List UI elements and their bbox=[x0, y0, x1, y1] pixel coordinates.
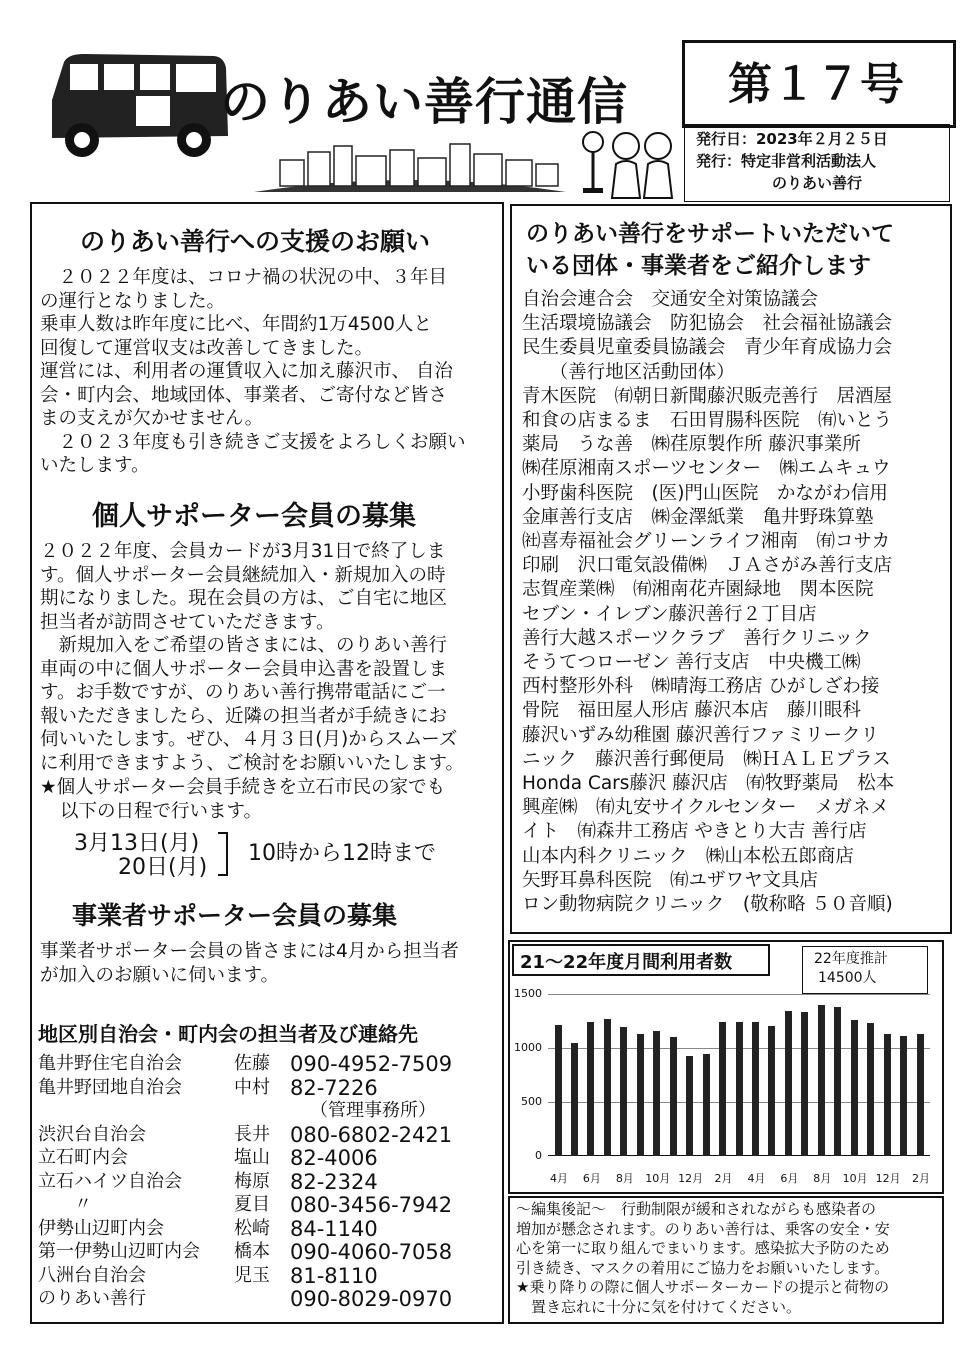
bus-illustration bbox=[44, 40, 234, 165]
contact-org: 亀井野住宅自治会 bbox=[38, 1053, 182, 1074]
contact-phone: 82-7226 bbox=[290, 1075, 378, 1100]
contact-phone: 080-3456-7942 bbox=[290, 1193, 453, 1217]
editor-note-line: ★乗り降りの際に個人サポーターカードの提示と荷物の bbox=[516, 1278, 890, 1296]
town-illustration bbox=[250, 138, 570, 194]
individual-line: に利用できますよう、ご検討をお願いいたします。 bbox=[40, 752, 465, 774]
y-tick-label: 1500 bbox=[514, 987, 542, 1000]
x-tick-label: 2月 bbox=[714, 1172, 733, 1185]
contact-phone: 090-4060-7058 bbox=[290, 1240, 453, 1264]
supporter-line: 善行大越スポーツクラブ 善行クリニック bbox=[522, 627, 872, 649]
contact-row bbox=[38, 1099, 488, 1123]
contact-org: 亀井野団地自治会 bbox=[38, 1076, 182, 1098]
bar bbox=[719, 1022, 726, 1156]
support-line: 運営には、利用者の運賃収入に加え藤沢市、 自治 bbox=[40, 361, 453, 382]
contact-org: 伊勢山辺町内会 bbox=[38, 1217, 164, 1239]
bar bbox=[736, 1022, 743, 1156]
individual-line: 車両の中に個人サポーター会員申込書を設置しま bbox=[40, 658, 448, 680]
bar bbox=[785, 1011, 792, 1156]
individual-line: ２０２２年度、会員カードが3月31日で終了しま bbox=[40, 541, 446, 562]
contact-row bbox=[38, 1170, 488, 1194]
bar bbox=[884, 1034, 891, 1156]
y-tick-label: 1000 bbox=[514, 1041, 542, 1054]
contact-org: 八洲台自治会 bbox=[38, 1264, 146, 1286]
supporter-line: ㈱荏原湘南スポーツセンター ㈱エムキュウ bbox=[522, 458, 891, 480]
support-body bbox=[40, 266, 466, 478]
publisher-name: のりあい善行 bbox=[772, 174, 863, 192]
x-tick-label: 10月 bbox=[645, 1172, 671, 1185]
contact-row bbox=[38, 1287, 488, 1311]
business-heading: 事業者サポーター会員の募集 bbox=[72, 901, 398, 930]
supporter-line: 骨院 福田屋人形店 藤沢本店 藤川眼科 bbox=[522, 700, 861, 722]
individual-line: す。個人サポーター会員継続加入・新規加入の時 bbox=[40, 564, 446, 586]
schedule-note-line: 以下の日程で行います。 bbox=[60, 800, 263, 822]
contact-row bbox=[38, 1264, 488, 1288]
x-tick-label: 8月 bbox=[813, 1172, 832, 1185]
chart-title: 21～22年度月間利用者数 bbox=[520, 952, 733, 973]
bar bbox=[555, 1025, 562, 1156]
bar bbox=[637, 1034, 644, 1156]
contact-person: 佐藤 bbox=[234, 1053, 270, 1074]
supporters-list bbox=[522, 288, 894, 917]
contact-row bbox=[38, 1052, 488, 1076]
support-line: の運行となりました。 bbox=[40, 290, 226, 312]
contact-org: 渋沢台自治会 bbox=[38, 1123, 146, 1145]
publication-info bbox=[696, 128, 888, 194]
supporter-line: そうてつローゼン 善行支店 中央機工㈱ bbox=[522, 652, 861, 674]
schedule-date-1: 3月13日(月) bbox=[74, 831, 200, 856]
bar bbox=[604, 1019, 611, 1156]
supporter-line: イト ㈲森井工務店 やきとり大吉 善行店 bbox=[522, 821, 867, 843]
supporter-line: 印刷 沢口電気設備㈱ ＪＡさがみ善行支店 bbox=[522, 555, 893, 577]
editor-note-line: 引き続き、マスクの着用にご協力をお願いいたします。 bbox=[516, 1258, 890, 1277]
supporter-line: 民生委員児童委員協議会 青少年育成協力会 bbox=[522, 337, 893, 359]
x-tick-label: 4月 bbox=[550, 1172, 568, 1185]
contact-phone: （管理事務所） bbox=[310, 1100, 436, 1121]
support-line: ２０２２年度は、コロナ禍の状況の中、３年目 bbox=[40, 267, 448, 288]
bar bbox=[867, 1023, 874, 1156]
support-line: まの支えが欠かせません。 bbox=[40, 408, 264, 429]
individual-line: 期になりました。現在会員の方は、ご自宅に地区 bbox=[40, 588, 448, 609]
newsletter-title: のりあい善行通信 bbox=[220, 73, 628, 131]
support-line: いたします。 bbox=[40, 455, 150, 476]
supporter-line: ロン動物病院クリニック (敬称略 ５０音順) bbox=[522, 894, 893, 916]
supporter-line: 藤沢いずみ幼稚園 藤沢善行ファミリークリ bbox=[522, 724, 880, 746]
issue-number: 第１７号 bbox=[728, 59, 904, 110]
contacts-table bbox=[38, 1052, 488, 1311]
bar bbox=[752, 1022, 759, 1156]
x-tick-label: 6月 bbox=[582, 1172, 601, 1185]
chart-annotation bbox=[814, 950, 888, 988]
contact-org: 立石町内会 bbox=[38, 1147, 128, 1168]
individual-line: す。お手数ですが、のりあい善行携帯電話にご一 bbox=[40, 682, 446, 703]
supporter-line: 自治会連合会 交通安全対策協議会 bbox=[522, 289, 819, 310]
contact-person: 橋本 bbox=[234, 1241, 270, 1262]
supporters-heading bbox=[526, 218, 894, 282]
contact-phone: 090-8029-0970 bbox=[290, 1287, 453, 1311]
bar bbox=[686, 1056, 693, 1156]
contact-person: 長井 bbox=[234, 1123, 270, 1145]
x-tick-label: 8月 bbox=[615, 1172, 634, 1185]
contact-phone: 82-4006 bbox=[290, 1146, 378, 1170]
contacts-heading: 地区別自治会・町内会の担当者及び連絡先 bbox=[38, 1022, 418, 1046]
business-line: 事業者サポーター会員の皆さまには4月から担当者 bbox=[40, 941, 459, 962]
contact-org: のりあい善行 bbox=[38, 1288, 146, 1309]
contact-person: 夏目 bbox=[234, 1194, 270, 1215]
contact-row bbox=[38, 1217, 488, 1241]
support-line: 回復して運営収支は改善してきました。 bbox=[40, 337, 374, 359]
elderly-couple-illustration bbox=[606, 126, 678, 200]
supporter-line: 西村整形外科 ㈱晴海工務店 ひがしざわ接 bbox=[522, 676, 880, 698]
chart-plot bbox=[548, 994, 930, 1156]
bar bbox=[917, 1034, 924, 1156]
supporter-line: セブン・イレブン藤沢善行２丁目店 bbox=[522, 603, 817, 625]
supporter-line: 和食の店まるま 石田胃腸科医院 ㈲いとう bbox=[522, 410, 893, 432]
supporters-heading-line: のりあい善行をサポートいただいて bbox=[526, 221, 894, 247]
bar bbox=[768, 1026, 775, 1156]
contact-org: 第一伊勢山辺町内会 bbox=[38, 1241, 200, 1262]
supporter-line: 興産㈱ ㈲丸安サイクルセンター メガネメ bbox=[522, 797, 890, 819]
bar bbox=[834, 1007, 841, 1156]
bar bbox=[620, 1027, 627, 1156]
business-line: が加入のお願いに伺います。 bbox=[40, 964, 280, 986]
schedule-note bbox=[40, 776, 445, 823]
supporter-line: ㈳喜寿福祉会グリーンライフ湘南 ㈲コサカ bbox=[522, 531, 891, 553]
contact-row bbox=[38, 1193, 488, 1217]
supporter-line: 矢野耳鼻科医院 ㈲ユザワヤ文具店 bbox=[522, 869, 819, 891]
bar bbox=[653, 1031, 660, 1156]
publisher-line: 発行：特定非営利活動法人 bbox=[696, 152, 877, 170]
editor-note-line: 増加が懸念されます。のりあい善行は、乗客の安全・安 bbox=[516, 1219, 890, 1238]
support-heading: のりあい善行への支援のお願い bbox=[80, 227, 431, 256]
contact-org: 〃 bbox=[74, 1194, 92, 1215]
individual-line: 新規加入をご希望の皆さまには、のりあい善行 bbox=[40, 635, 448, 656]
contact-row bbox=[38, 1123, 488, 1147]
supporter-line: 小野歯科医院 (医)門山医院 かながわ信用 bbox=[522, 482, 888, 504]
contact-org: 立石ハイツ自治会 bbox=[38, 1170, 182, 1192]
bar bbox=[670, 1037, 677, 1156]
contact-person: 梅原 bbox=[234, 1170, 270, 1192]
contact-person: 児玉 bbox=[234, 1264, 270, 1286]
x-tick-label: 12月 bbox=[678, 1172, 704, 1185]
supporter-line: 生活環境協議会 防犯協会 社会福祉協議会 bbox=[522, 313, 893, 335]
contact-row bbox=[38, 1146, 488, 1170]
x-tick-label: 10月 bbox=[842, 1172, 868, 1185]
schedule-date-2: 20日(月) bbox=[118, 855, 208, 880]
contact-row bbox=[38, 1240, 488, 1264]
x-tick-labels bbox=[548, 1170, 930, 1186]
bar bbox=[801, 1012, 808, 1156]
editor-note-line: ～編集後記～ 行動制限が緩和されながらも感染者の bbox=[516, 1200, 877, 1218]
x-tick-label: 4月 bbox=[747, 1172, 766, 1185]
supporter-line: 薬局 うな善 ㈱荏原製作所 藤沢事業所 bbox=[522, 434, 861, 456]
bar bbox=[587, 1022, 594, 1156]
bar bbox=[900, 1036, 907, 1156]
x-tick-label: 12月 bbox=[875, 1172, 901, 1185]
contact-person: 松崎 bbox=[234, 1217, 270, 1239]
editor-note-line: 置き忘れに十分に気を付けてください。 bbox=[516, 1297, 802, 1316]
individual-line: 担当者が訪問させていただきます。 bbox=[40, 611, 335, 633]
support-line: ２０２３年度も引き続きご支援をよろしくお願い bbox=[40, 431, 466, 453]
supporter-line: 山本内科クリニック ㈱山本松五郎商店 bbox=[522, 845, 854, 867]
business-body bbox=[40, 940, 459, 987]
bar bbox=[851, 1020, 858, 1156]
schedule-bracket bbox=[218, 832, 228, 876]
chart-annotation-line: 14500人 bbox=[818, 970, 877, 986]
bar bbox=[703, 1054, 710, 1156]
y-tick-label: 500 bbox=[521, 1095, 542, 1108]
individual-body bbox=[40, 540, 464, 775]
individual-line: 報いただきましたら、近隣の担当者が手続きにお bbox=[40, 705, 448, 727]
contact-phone: 080-6802-2421 bbox=[290, 1122, 453, 1147]
supporter-line: 志賀産業㈱ ㈲湘南花卉園緑地 関本医院 bbox=[522, 579, 874, 601]
individual-heading: 個人サポーター会員の募集 bbox=[92, 501, 416, 532]
chart-annotation-line: 22年度推計 bbox=[814, 951, 888, 967]
editor-note bbox=[516, 1200, 890, 1317]
bar bbox=[818, 1005, 825, 1156]
x-tick-label: 2月 bbox=[912, 1172, 930, 1185]
contact-row bbox=[38, 1076, 488, 1100]
bus-stop-icon bbox=[578, 130, 608, 196]
y-tick-label: 0 bbox=[535, 1149, 542, 1162]
support-line: 乗車人数は昨年度に比べ、年間約1万4500人と bbox=[40, 314, 432, 335]
contact-phone: 090-4952-7509 bbox=[290, 1052, 453, 1076]
publish-date: 発行日：2023年２月２５日 bbox=[696, 130, 888, 148]
contact-person: 中村 bbox=[234, 1076, 270, 1098]
gridline bbox=[548, 994, 930, 995]
schedule-time: 10時から12時まで bbox=[248, 841, 436, 866]
individual-line: 伺いいたします。ぜひ、４月３日(月)からスムーズ bbox=[40, 729, 458, 750]
editor-note-line: 心を第一に取り組んでまいります。感染拡大予防のため bbox=[516, 1239, 890, 1257]
schedule-note-line: ★個人サポーター会員手続きを立石市民の家でも bbox=[40, 777, 446, 798]
supporter-line: Honda Cars藤沢 藤沢店 ㈲牧野薬局 松本 bbox=[522, 773, 895, 795]
supporter-line: 金庫善行支店 ㈱金澤紙業 亀井野珠算塾 bbox=[522, 506, 874, 528]
contact-phone: 84-1140 bbox=[290, 1216, 378, 1241]
contact-phone: 82-2324 bbox=[290, 1169, 378, 1194]
supporters-heading-line: いる団体・事業者をご紹介します bbox=[526, 253, 871, 279]
supporter-line: 青木医院 ㈲朝日新聞藤沢販売善行 居酒屋 bbox=[522, 385, 893, 407]
supporter-line: ニック 藤沢善行郵便局 ㈱ＨＡＬＥプラス bbox=[522, 748, 891, 770]
support-line: 会・町内会、地域団体、事業者、ご寄付など皆さ bbox=[40, 384, 448, 406]
supporter-line: （善行地区活動団体） bbox=[522, 361, 735, 383]
contact-phone: 81-8110 bbox=[290, 1263, 378, 1288]
x-tick-label: 6月 bbox=[780, 1172, 799, 1185]
bar bbox=[571, 1043, 578, 1156]
contact-person: 塩山 bbox=[234, 1147, 270, 1168]
